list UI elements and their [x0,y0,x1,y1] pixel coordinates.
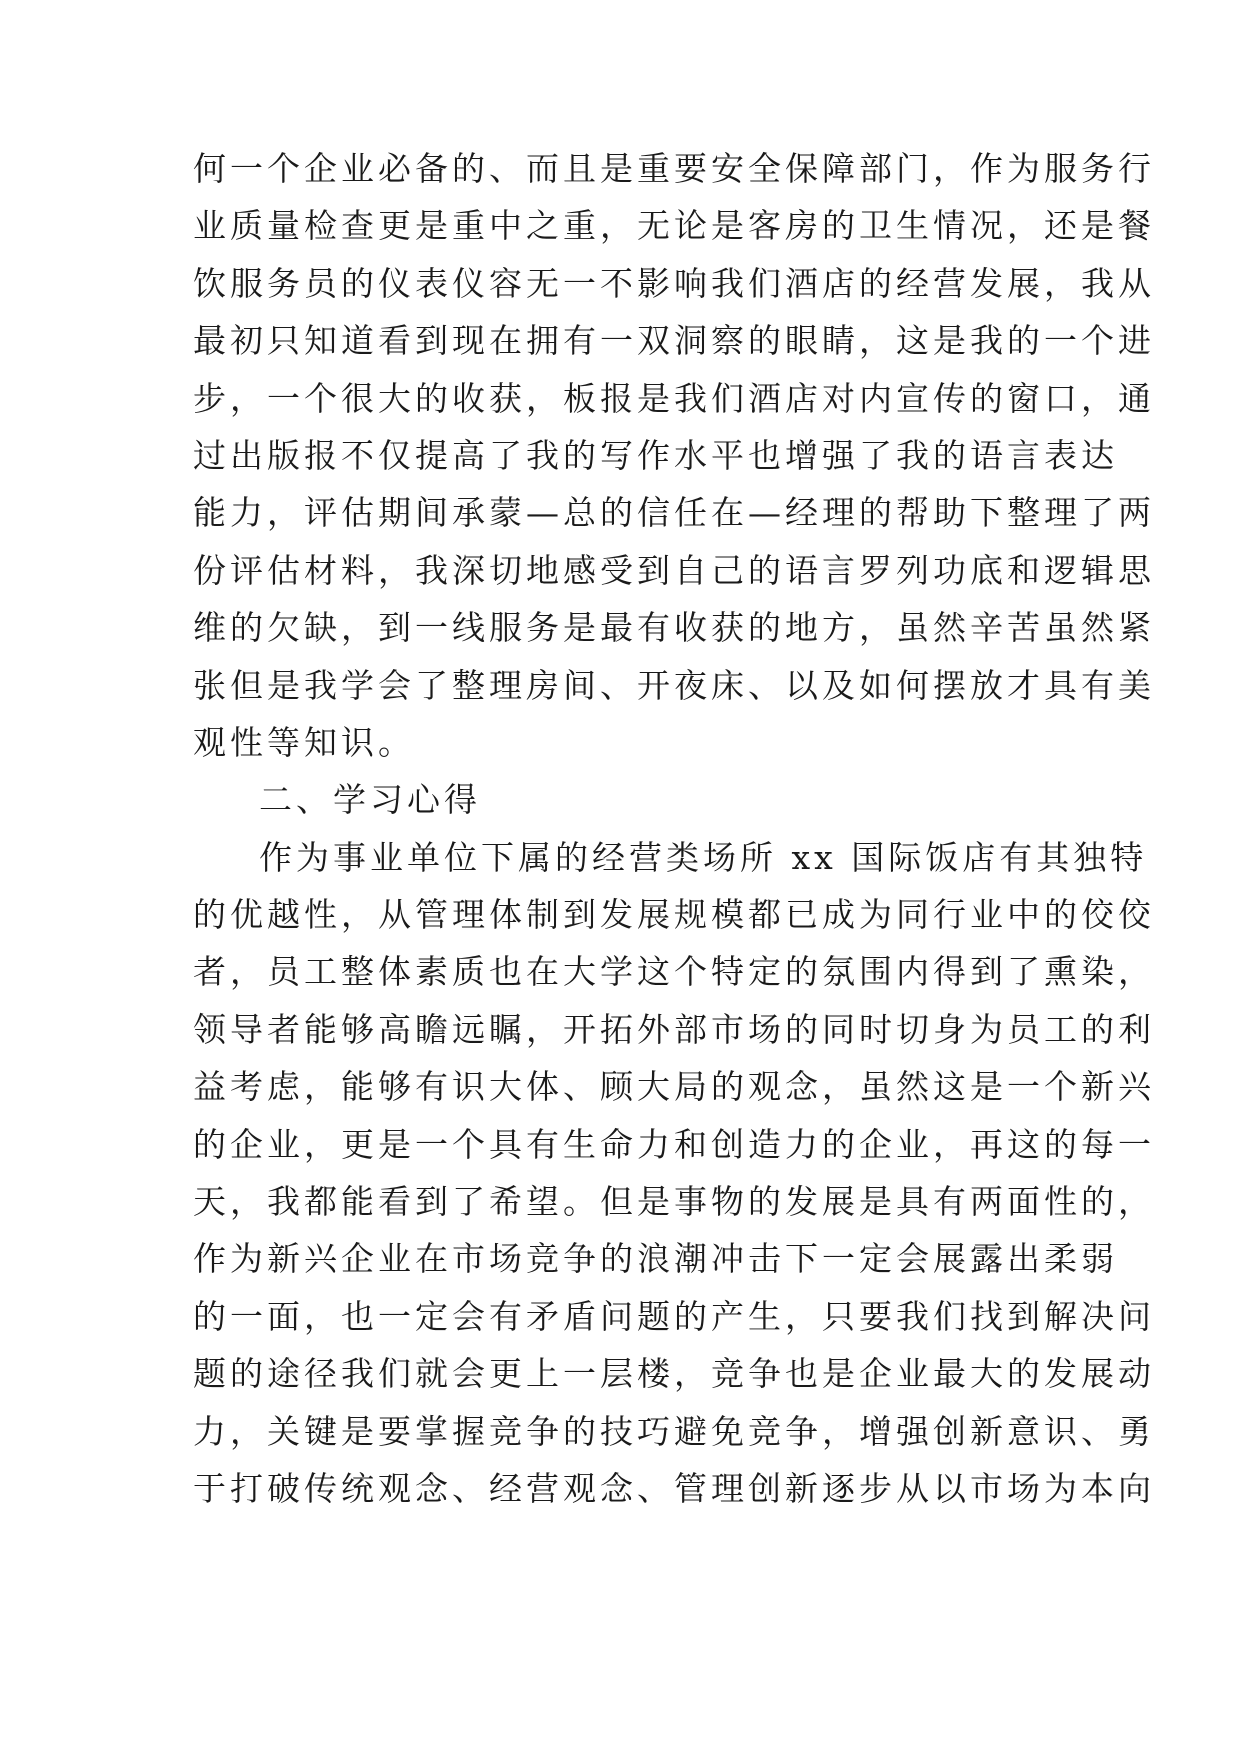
text-line: 者，员工整体素质也在大学这个特定的氛围内得到了熏染， [193,952,1155,992]
text-line: 的企业，更是一个具有生命力和创造力的企业，再这的每一 [193,1124,1155,1164]
text-line: 张但是我学会了整理房间、开夜床、以及如何摆放才具有美 [193,665,1155,705]
text-line: 于打破传统观念、经营观念、管理创新逐步从以市场为本向 [193,1468,1155,1508]
text-line: 最初只知道看到现在拥有一双洞察的眼睛，这是我的一个进 [193,321,1155,361]
paragraph-work-summary [193,140,1155,771]
text-line: 力，关键是要掌握竞争的技巧避免竞争，增强创新意识、勇 [193,1411,1155,1451]
section-heading: 二、学习心得 [259,780,481,820]
text-line: 业质量检查更是重中之重，无论是客房的卫生情况，还是餐 [193,206,1155,246]
text-line: 观性等知识。 [193,722,415,762]
text-line: 份评估材料，我深切地感受到自己的语言罗列功底和逻辑思 [193,550,1155,590]
text-line: 何一个企业必备的、而且是重要安全保障部门，作为服务行 [193,149,1155,188]
text-line: 作为事业单位下属的经营类场所 xx 国际饭店有其独特 [259,837,1148,877]
text-line: 作为新兴企业在市场竞争的浪潮冲击下一定会展露出柔弱 [193,1239,1118,1279]
text-line: 领导者能够高瞻远瞩，开拓外部市场的同时切身为员工的利 [193,1009,1155,1049]
text-line: 过出版报不仅提高了我的写作水平也增强了我的语言表达 [193,435,1118,475]
text-line: 维的欠缺，到一线服务是最有收获的地方，虽然辛苦虽然紧 [193,608,1155,648]
text-line: 饮服务员的仪表仪容无一不影响我们酒店的经营发展，我从 [193,263,1155,303]
text-line: 的优越性，从管理体制到发展规模都已成为同行业中的佼佼 [193,895,1155,935]
text-line: 天，我都能看到了希望。但是事物的发展是具有两面性的， [193,1182,1155,1222]
text-line: 题的途径我们就会更上一层楼，竞争也是企业最大的发展动 [193,1354,1155,1394]
document-body [193,140,1155,1517]
text-line: 步，一个很大的收获，板报是我们酒店对内宣传的窗口，通 [193,378,1155,418]
text-line: 能力，评估期间承蒙—总的信任在—经理的帮助下整理了两 [193,493,1155,533]
text-line: 的一面，也一定会有矛盾问题的产生，只要我们找到解决问 [193,1296,1155,1336]
text-line: 益考虑，能够有识大体、顾大局的观念，虽然这是一个新兴 [193,1067,1155,1107]
paragraph-learning [193,829,1155,1518]
